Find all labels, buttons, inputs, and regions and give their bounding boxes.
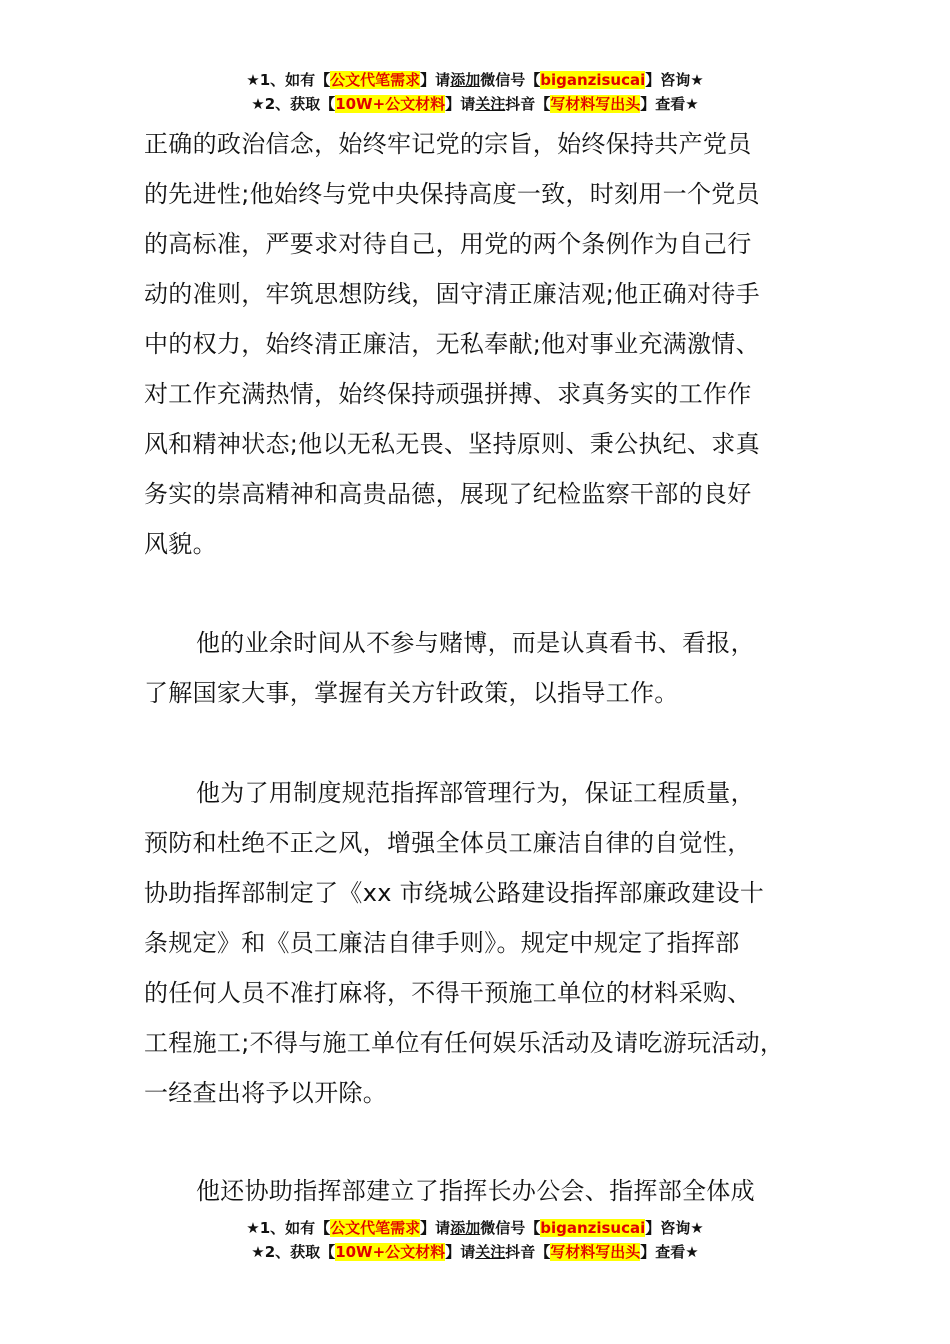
promo-line-2: ★2、获取【10W+公文材料】请关注抖音【写材料写出头】查看★: [251, 95, 699, 113]
highlight-douyin-id: 写材料写出头: [550, 1243, 641, 1261]
paragraph-3: 他为了用制度规范指挥部管理行为，保证工程质量， 预防和杜绝不正之风，增强全体员工廉洁自律的自觉性， 协助指挥部制定了《xx 市绕城公路建设指挥部廉政建设十 条规定》和《员工廉洁自律手则》。规定中规定了指挥部 的任何人员不准打麻将，不得干预施工单位的材料采购、 工程施工;不得与施工单位有任何娱乐活动及请吃游玩活动， 一经查出将予以开除。: [144, 779, 785, 1107]
promo-header: [0, 68, 950, 116]
promo-line-1: ★1、如有【公文代笔需求】请添加微信号【biganzisucai】咨询★: [246, 1219, 704, 1237]
highlight-service: 公文代笔需求: [330, 1219, 421, 1237]
paragraph-4: 他还协助指挥部建立了指挥长办公会、指挥部全体成: [196, 1177, 755, 1205]
paragraph-1: 正确的政治信念，始终牢记党的宗旨，始终保持共产党员 的先进性;他始终与党中央保持高度一致，时刻用一个党员 的高标准，严要求对待自己，用党的两个条例作为自己行 动的准则，牢筑思想防线，固守清正廉洁观;他正确对待手 中的权力，始终清正廉洁，无私奉献;他对事业充满激情、 对工作充满热情，始终保持顽强拼搏、求真务实的工作作 风和精神状态;他以无私无畏、坚持原则、秉公执纪、求真 务实的崇高精神和高贵品德，展现了纪检监察干部的良好 风貌。: [144, 130, 760, 558]
highlight-wechat-id: biganzisucai: [540, 1219, 646, 1237]
promo-footer: [0, 1216, 950, 1264]
highlight-douyin-id: 写材料写出头: [550, 95, 641, 113]
highlight-materials: 10W+公文材料: [335, 1243, 446, 1261]
highlight-service: 公文代笔需求: [330, 71, 421, 89]
paragraph-2: 他的业余时间从不参与赌博，而是认真看书、看报， 了解国家大事，掌握有关方针政策，以指导工作。: [144, 629, 755, 707]
promo-line-1: ★1、如有【公文代笔需求】请添加微信号【biganzisucai】咨询★: [246, 71, 704, 89]
highlight-materials: 10W+公文材料: [335, 95, 446, 113]
highlight-wechat-id: biganzisucai: [540, 71, 646, 89]
promo-line-2: ★2、获取【10W+公文材料】请关注抖音【写材料写出头】查看★: [251, 1243, 699, 1261]
